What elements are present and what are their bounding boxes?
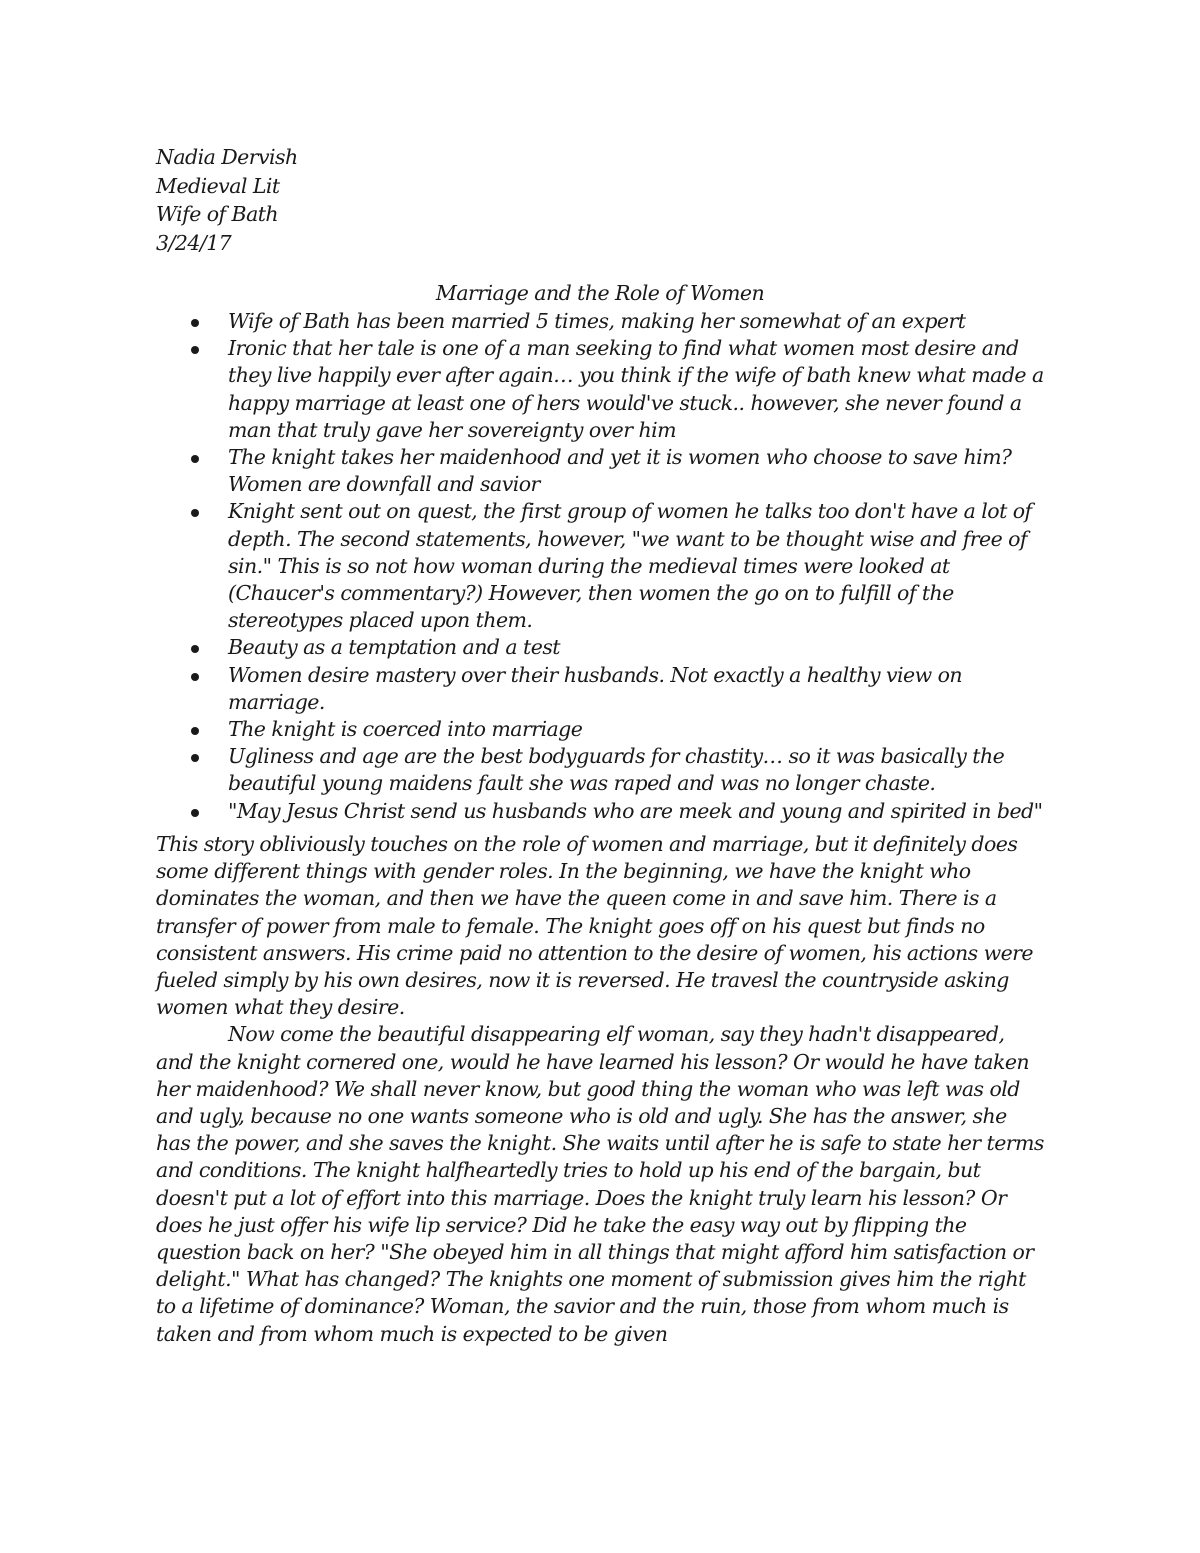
bullet-icon	[191, 319, 199, 327]
list-item	[156, 308, 1056, 335]
bullet-icon	[191, 645, 199, 653]
essay-paragraph-1: This story obliviously touches on the role of women and marriage, but it definitely does some different things with gender roles. In the beginning, we have the knight who dominates the woman, and then we have the queen come in and save him. There is a transfer of power from male to female. The knight goes off on his quest but finds no consistent answers. His crime paid no attention to the desire of women, his actions were fueled simply by his own desires, now it is reversed. He travesl the countryside asking women what they desire.	[156, 832, 1034, 1020]
list-item-text: The knight takes her maidenhood and yet it is women who choose to save him? Women are downfall and savior	[228, 445, 1012, 497]
essay-paragraph-2: Now come the beautiful disappearing elf woman, say they hadn't disappeared, and the knight cornered one, would he have learned his lesson? Or would he have taken her maidenhood? We shall never know, but good thing the woman who was left was old and ugly, because no one wants someone who is old and ugly. She has the answer, she has the power, and she saves the knight. She waits until after he is safe to state her terms and conditions. The knight halfheartedly tries to hold up his end of the bargain, but doesn't put a lot of effort into this marriage. Does the knight truly learn his lesson? Or does he just offer his wife lip service? Did he take the easy way out by flipping the question back on her? "She obeyed him in all things that might afford him satisfaction or delight." What has changed? The knights one moment of submission gives him the right to a lifetime of dominance? Woman, the savior and the ruin, those from whom much is taken and from whom much is expected to be given	[156, 1022, 1044, 1346]
bullet-icon	[191, 346, 199, 354]
list-item-text: Wife of Bath has been married 5 times, making her somewhat of an expert	[228, 309, 966, 333]
list-item	[156, 716, 1056, 743]
document-header	[156, 143, 656, 257]
bullet-icon	[191, 809, 199, 817]
list-item-text: Ugliness and age are the best bodyguards for chastity… so it was basically the beautiful young maidens fault she was raped and was no longer chaste.	[228, 744, 1005, 796]
list-item	[156, 634, 1056, 661]
bullet-icon	[191, 754, 199, 762]
list-item	[156, 444, 1056, 498]
bullet-icon	[191, 673, 199, 681]
list-item-text: Ironic that her tale is one of a man seeking to find what women most desire and they live happily ever after again… you think if the wife of bath knew what made a happy marriage at least one of hers would've stuck.. however, she never found a man that truly gave her sovereignty over him	[228, 336, 1044, 442]
document-date: 3/24/17	[156, 230, 232, 255]
list-item-text: Knight sent out on quest, the first group of women he talks too don't have a lot of depth. The second statements, however, "we want to be thought wise and free of sin." This is so not how woman during the medieval times were looked at (Chaucer's commentary?) However, then women the go on to fulfill of the stereotypes placed upon them.	[228, 499, 1032, 633]
notes-list	[156, 308, 1056, 825]
list-item	[156, 798, 1056, 825]
list-item	[156, 743, 1056, 797]
list-item	[156, 335, 1056, 444]
bullet-icon	[191, 509, 199, 517]
course-name: Medieval Lit	[156, 173, 280, 198]
list-item-text: Beauty as a temptation and a test	[228, 635, 560, 660]
list-item	[156, 662, 1056, 716]
notes-title: Marriage and the Role of Women	[435, 281, 765, 305]
bullet-icon	[191, 727, 199, 735]
list-item	[156, 498, 1056, 634]
assignment-topic: Wife of Bath	[156, 202, 279, 226]
author-name: Nadia Dervish	[156, 145, 298, 169]
list-item-text: "May Jesus Christ send us husbands who are meek and young and spirited in bed"	[228, 798, 1043, 823]
list-item-text: Women desire mastery over their husbands. Not exactly a healthy view on marriage.	[228, 662, 963, 714]
bullet-icon	[191, 455, 199, 463]
list-item-text: The knight is coerced into marriage	[228, 717, 583, 742]
essay-body	[156, 831, 1044, 1348]
